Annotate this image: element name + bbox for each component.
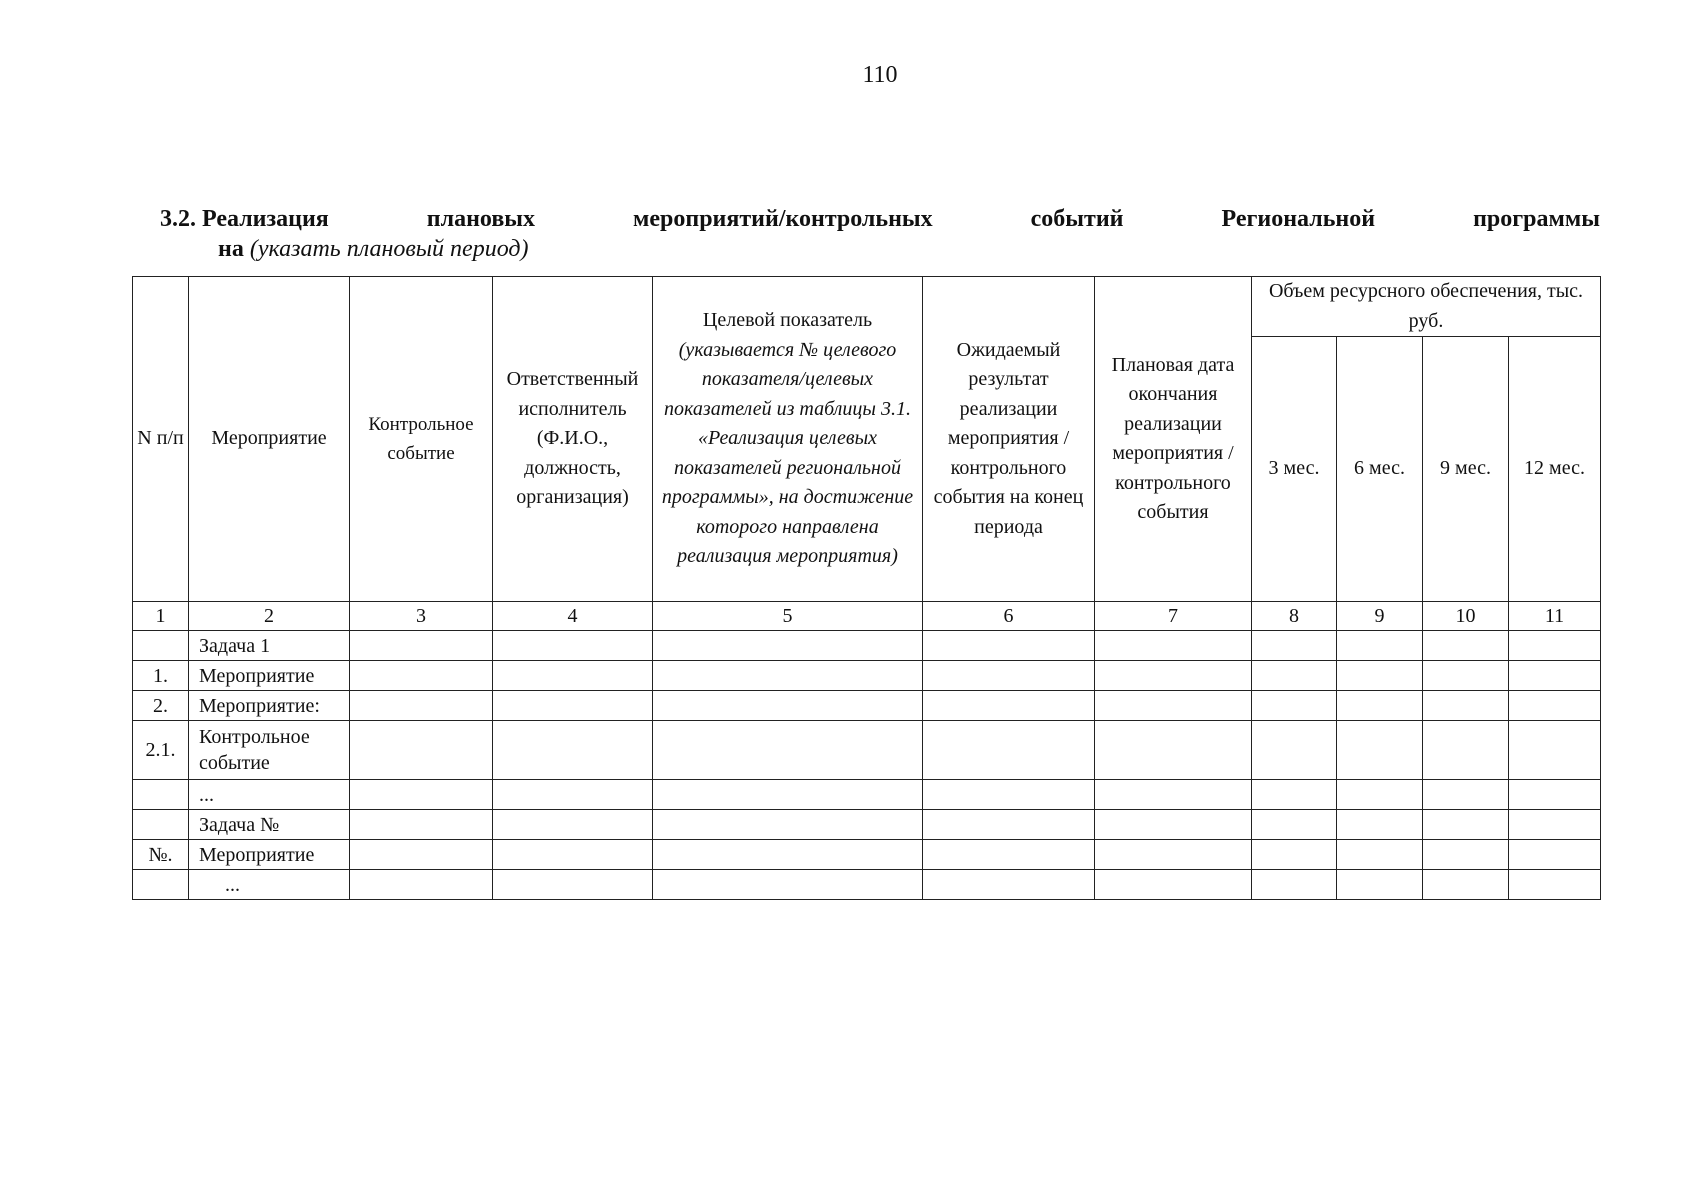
heading-line2-italic: (указать плановый период) [249,236,529,262]
empty-cell [493,691,653,721]
header-period-3: 3 мес. [1252,337,1337,602]
empty-cell [1095,661,1252,691]
row-number [133,810,189,840]
header-resources: Объем ресурсного обеспечения, тыс. руб. [1252,277,1601,337]
heading-line2-bold: на [218,236,244,262]
row-name: Мероприятие [189,661,350,691]
row-number [133,870,189,900]
activities-table [132,276,1601,900]
row-number [133,780,189,810]
empty-cell [653,661,923,691]
empty-cell [1509,840,1601,870]
heading-word: плановых [426,206,536,232]
empty-cell [1252,631,1337,661]
empty-cell [1509,810,1601,840]
empty-cell [1252,870,1337,900]
row-name: Мероприятие [189,840,350,870]
heading-word: событий [1030,206,1124,232]
empty-cell [1423,661,1509,691]
empty-cell [1423,840,1509,870]
empty-cell [1252,721,1337,780]
empty-cell [653,631,923,661]
empty-cell [1337,631,1423,661]
header-period-6: 6 мес. [1337,337,1423,602]
empty-cell [923,840,1095,870]
empty-cell [653,721,923,780]
row-name: Задача 1 [189,631,350,661]
column-number: 10 [1423,602,1509,631]
empty-cell [350,631,493,661]
empty-cell [1423,631,1509,661]
empty-cell [1252,780,1337,810]
row-number: №. [133,840,189,870]
empty-cell [653,691,923,721]
empty-cell [1095,780,1252,810]
table-row [133,780,1601,810]
row-name: ... [189,780,350,810]
empty-cell [1095,721,1252,780]
empty-cell [493,721,653,780]
empty-cell [350,780,493,810]
empty-cell [923,870,1095,900]
header-period-12: 12 мес. [1509,337,1601,602]
header-control-event: Контрольное событие [350,277,493,602]
empty-cell [1423,780,1509,810]
empty-cell [1095,691,1252,721]
row-number [133,631,189,661]
column-number: 1 [133,602,189,631]
empty-cell [493,780,653,810]
empty-cell [1337,810,1423,840]
table-row [133,810,1601,840]
empty-cell [923,810,1095,840]
table-row [133,661,1601,691]
header-num: N п/п [133,277,189,602]
column-number: 5 [653,602,923,631]
empty-cell [1337,721,1423,780]
empty-cell [1095,870,1252,900]
header-period-9: 9 мес. [1423,337,1509,602]
empty-cell [350,810,493,840]
empty-cell [1423,810,1509,840]
empty-cell [1509,870,1601,900]
table-row [133,691,1601,721]
header-activity: Мероприятие [189,277,350,602]
heading-word: 3.2. Реализация [160,206,329,232]
empty-cell [653,870,923,900]
column-numbers-row [133,602,1601,631]
column-number: 3 [350,602,493,631]
empty-cell [1337,780,1423,810]
header-row-1 [133,277,1601,337]
empty-cell [350,721,493,780]
column-number: 2 [189,602,350,631]
empty-cell [1095,810,1252,840]
table-row [133,840,1601,870]
empty-cell [350,840,493,870]
empty-cell [1095,840,1252,870]
empty-cell [1423,870,1509,900]
empty-cell [1509,721,1601,780]
empty-cell [493,870,653,900]
empty-cell [923,780,1095,810]
empty-cell [1252,691,1337,721]
column-number: 6 [923,602,1095,631]
empty-cell [1423,721,1509,780]
section-heading [160,205,1600,263]
empty-cell [1337,870,1423,900]
empty-cell [350,691,493,721]
header-target-indicator [653,277,923,602]
header-planned-date: Плановая дата окончания реализации мероприятия / контрольного события [1095,277,1252,602]
table-row [133,721,1601,780]
column-number: 11 [1509,602,1601,631]
empty-cell [1509,661,1601,691]
empty-cell [1252,810,1337,840]
row-name: Задача № [189,810,350,840]
column-number: 4 [493,602,653,631]
empty-cell [1509,780,1601,810]
row-name: Контрольное событие [189,721,350,780]
empty-cell [1252,840,1337,870]
heading-word: мероприятий/контрольных [633,206,933,232]
header-target-indicator-note: (указывается № целевого показателя/целевых показателей из таблицы 3.1. «Реализация целевых показателей региональной программы», на достижение которого направлена реализация мероприятия) [661,338,914,568]
row-number: 1. [133,661,189,691]
empty-cell [1337,691,1423,721]
row-number: 2. [133,691,189,721]
heading-word: Региональной [1221,206,1376,232]
table-row [133,870,1601,900]
table-row [133,631,1601,661]
empty-cell [923,721,1095,780]
empty-cell [350,661,493,691]
empty-cell [653,810,923,840]
empty-cell [350,870,493,900]
header-expected-result: Ожидаемый результат реализации мероприятия / контрольного события на конец периода [923,277,1095,602]
empty-cell [493,810,653,840]
empty-cell [1252,661,1337,691]
empty-cell [653,840,923,870]
empty-cell [1509,691,1601,721]
empty-cell [923,661,1095,691]
header-target-indicator-title: Целевой показатель [702,309,873,332]
header-responsible: Ответственный исполнитель (Ф.И.О., должность, организация) [493,277,653,602]
empty-cell [923,691,1095,721]
empty-cell [923,631,1095,661]
page-number: 110 [862,62,898,88]
column-number: 9 [1337,602,1423,631]
row-name: ... [189,870,350,900]
row-number: 2.1. [133,721,189,780]
row-name: Мероприятие: [189,691,350,721]
empty-cell [1337,840,1423,870]
empty-cell [1095,631,1252,661]
empty-cell [1337,661,1423,691]
empty-cell [493,840,653,870]
empty-cell [653,780,923,810]
column-number: 7 [1095,602,1252,631]
empty-cell [1509,631,1601,661]
column-number: 8 [1252,602,1337,631]
empty-cell [493,631,653,661]
empty-cell [493,661,653,691]
heading-word: программы [1473,206,1600,232]
empty-cell [1423,691,1509,721]
